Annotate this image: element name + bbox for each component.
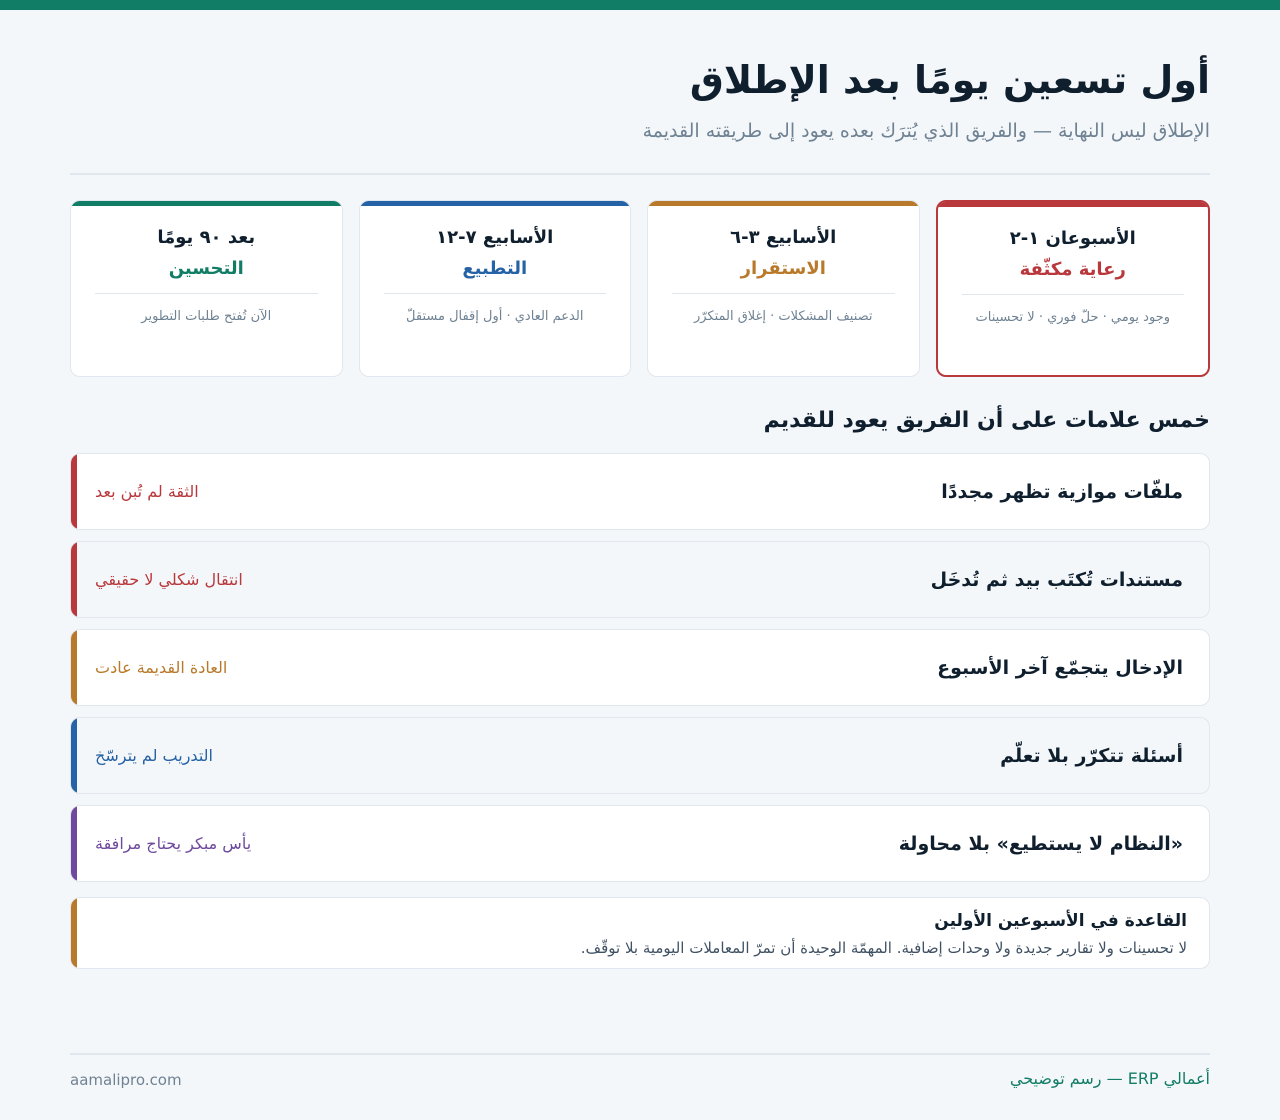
sign-note: يأس مبكر يحتاج مرافقة: [95, 834, 252, 853]
phase-divider: [384, 293, 607, 294]
phase-label: الاستقرار: [740, 258, 826, 279]
sign-title: ملفّات موازية تظهر مجددًا: [941, 480, 1183, 503]
phase-card-weeks-7-12: [359, 200, 632, 377]
warning-sign-item: [70, 541, 1210, 618]
phase-card-weeks-3-6: [647, 200, 920, 377]
footer-brand: أعمالي ERP — رسم توضيحي: [1009, 1069, 1210, 1088]
phase-label: التحسين: [168, 258, 244, 279]
phase-description: وجود يومي · حلّ فوري · لا تحسينات: [975, 310, 1170, 325]
phase-name: الأسابيع ٧-١٢: [436, 227, 554, 248]
rule-text: لا تحسينات ولا تقارير جديدة ولا وحدات إضافية. المهمّة الوحيدة أن تمرّ المعاملات اليومية بلا توقّف.: [580, 939, 1187, 957]
sign-note: انتقال شكلي لا حقيقي: [95, 570, 243, 589]
sign-note: الثقة لم تُبن بعد: [95, 482, 199, 501]
phase-name: الأسبوعان ١-٢: [1009, 228, 1136, 249]
phase-description: تصنيف المشكلات · إغلاق المتكرّر: [693, 309, 873, 324]
sign-color-stripe: [71, 454, 77, 529]
header-divider: [70, 173, 1210, 175]
warning-sign-item: [70, 629, 1210, 706]
phase-divider: [95, 293, 318, 294]
phase-description: الآن تُفتح طلبات التطوير: [141, 309, 272, 324]
warning-sign-item: [70, 453, 1210, 530]
page-subtitle: الإطلاق ليس النهاية — والفريق الذي يُترَك بعده يعود إلى طريقته القديمة: [642, 120, 1210, 142]
sign-title: أسئلة تتكرّر بلا تعلّم: [1000, 744, 1183, 767]
phase-divider: [672, 293, 895, 294]
phase-timeline: [70, 200, 1210, 377]
phase-card-weeks-1-2: [936, 200, 1211, 377]
phase-accent-bar: [71, 201, 342, 206]
rule-title: القاعدة في الأسبوعين الأولين: [934, 911, 1187, 931]
signs-heading: خمس علامات على أن الفريق يعود للقديم: [763, 408, 1210, 433]
phase-label: التطبيع: [462, 258, 528, 279]
phase-accent-bar: [938, 202, 1209, 207]
phase-description: الدعم العادي · أول إقفال مستقلّ: [406, 309, 584, 324]
sign-title: مستندات تُكتَب بيد ثم تُدخَل: [930, 568, 1183, 591]
top-accent-bar: [0, 0, 1280, 10]
warning-sign-item: [70, 805, 1210, 882]
rule-callout: [70, 897, 1210, 969]
footer-site-link[interactable]: aamalipro.com: [70, 1071, 182, 1089]
phase-name: الأسابيع ٣-٦: [730, 227, 837, 248]
phase-card-after-90-days: [70, 200, 343, 377]
phase-accent-bar: [360, 201, 631, 206]
phase-name: بعد ٩٠ يومًا: [157, 227, 256, 248]
sign-color-stripe: [71, 718, 77, 793]
sign-note: التدريب لم يترسّخ: [95, 746, 213, 765]
phase-label: رعاية مكثّفة: [1019, 259, 1126, 280]
sign-title: الإدخال يتجمّع آخر الأسبوع: [937, 656, 1183, 679]
phase-accent-bar: [648, 201, 919, 206]
sign-note: العادة القديمة عادت: [95, 658, 228, 677]
sign-color-stripe: [71, 630, 77, 705]
rule-color-stripe: [71, 898, 77, 968]
sign-color-stripe: [71, 542, 77, 617]
page-title: أول تسعين يومًا بعد الإطلاق: [689, 58, 1210, 102]
warning-sign-item: [70, 717, 1210, 794]
footer-divider: [70, 1053, 1210, 1055]
sign-title: «النظام لا يستطيع» بلا محاولة: [898, 832, 1183, 855]
phase-divider: [962, 294, 1185, 295]
sign-color-stripe: [71, 806, 77, 881]
